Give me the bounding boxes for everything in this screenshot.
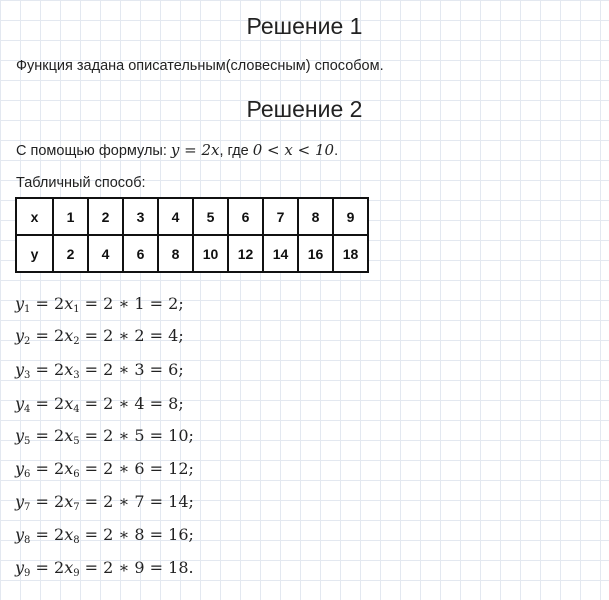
table-cell: 7	[263, 198, 298, 235]
table-cell: 3	[123, 198, 158, 235]
table-cell: 8	[298, 198, 333, 235]
table-header-x: x	[16, 198, 53, 235]
solution-1-title: Решение 1	[246, 13, 363, 39]
formula-line	[16, 141, 338, 159]
table-cell: 12	[228, 235, 263, 272]
table-row-x	[16, 198, 368, 235]
table-cell: 5	[193, 198, 228, 235]
table-cell: 4	[158, 198, 193, 235]
formula-condition: 0 < x < 10	[252, 141, 335, 159]
table-cell: 8	[158, 235, 193, 272]
table-cell: 10	[193, 235, 228, 272]
equation-line: $y_5 = 2x_5 = 2$ ∗ 5 = 10;	[15, 426, 194, 447]
table-cell: 9	[333, 198, 368, 235]
table-cell: 4	[88, 235, 123, 272]
table-cell: 14	[263, 235, 298, 272]
equation-line: $y_9 = 2x_9 = 2$ ∗ 9 = 18.	[15, 558, 194, 579]
solution-2-title: Решение 2	[246, 96, 363, 122]
solution-1-text: Функция задана описательным(словесным) способом.	[16, 58, 384, 74]
table-cell: 18	[333, 235, 368, 272]
table-cell: 1	[53, 198, 88, 235]
table-header-y: y	[16, 235, 53, 272]
table-cell: 16	[298, 235, 333, 272]
table-cell: 6	[228, 198, 263, 235]
equation-line: $y_7 = 2x_7 = 2$ ∗ 7 = 14;	[15, 492, 194, 513]
equation-line: $y_2 = 2x_2 = 2$ ∗ 2 = 4;	[15, 326, 184, 347]
table-row-y	[16, 235, 368, 272]
formula-suffix: .	[334, 143, 339, 159]
equation-line: $y_3 = 2x_3 = 2$ ∗ 3 = 6;	[15, 360, 184, 381]
formula-prefix: С помощью формулы:	[16, 143, 171, 159]
equation-line: $y_8 = 2x_8 = 2$ ∗ 8 = 16;	[15, 525, 194, 546]
equation-line: $y_6 = 2x_6 = 2$ ∗ 6 = 12;	[15, 459, 194, 480]
formula-middle: , где	[219, 143, 253, 159]
table-label: Табличный способ:	[16, 175, 146, 191]
table-cell: 2	[53, 235, 88, 272]
equation-line: $y_4 = 2x_4 = 2$ ∗ 4 = 8;	[15, 394, 184, 415]
formula: y = 2x	[170, 141, 220, 159]
table-cell: 2	[88, 198, 123, 235]
equation-line: $y_1 = 2x_1 = 2$ ∗ 1 = 2;	[15, 294, 184, 315]
table-cell: 6	[123, 235, 158, 272]
values-table	[15, 197, 369, 273]
